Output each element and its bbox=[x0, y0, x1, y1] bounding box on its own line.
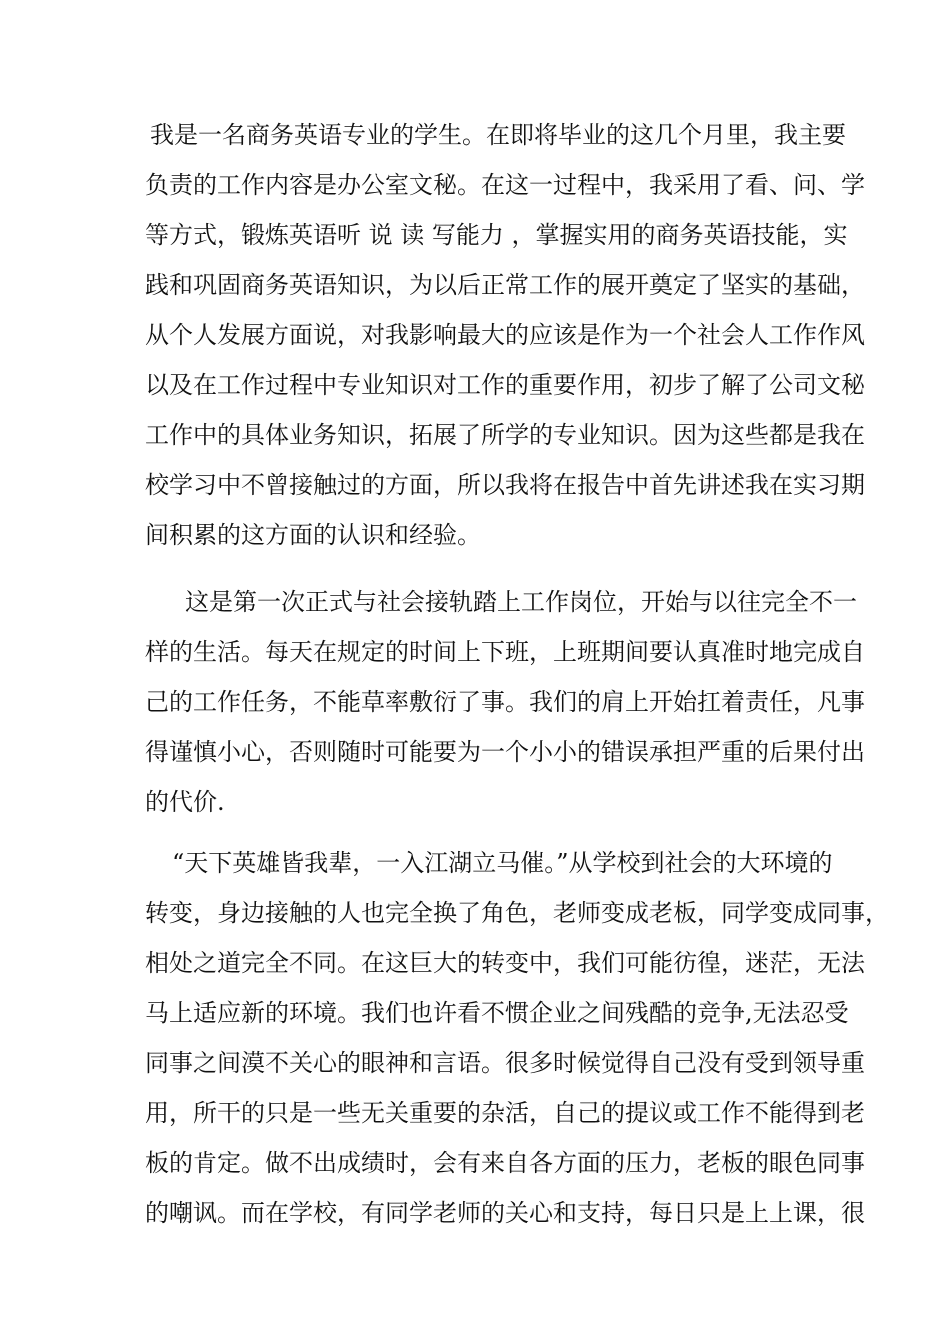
paragraph-3-line-2: 转变，身边接触的人也完全换了角色，老师变成老板，同学变成同事， bbox=[145, 899, 889, 927]
paragraph-1-line-1: 我是一名商务英语专业的学生。在即将毕业的这几个月里，我主要 bbox=[150, 121, 846, 149]
paragraph-3-line-4: 马上适应新的环境。我们也许看不惯企业之间残酷的竞争,无法忍受 bbox=[145, 999, 849, 1027]
paragraph-3-line-3: 相处之道完全不同。在这巨大的转变中，我们可能彷徨，迷茫，无法 bbox=[145, 949, 865, 977]
paragraph-3-line-5: 同事之间漠不关心的眼神和言语。很多时候觉得自己没有受到领导重 bbox=[145, 1049, 865, 1077]
paragraph-1-line-6: 以及在工作过程中专业知识对工作的重要作用，初步了解了公司文秘 bbox=[145, 371, 865, 399]
paragraph-1-line-9: 间积累的这方面的认识和经验。 bbox=[145, 521, 481, 549]
paragraph-1-line-3: 等方式，锻炼英语听 说 读 写能力 ，掌握实用的商务英语技能，实 bbox=[145, 221, 848, 249]
paragraph-3-line-7: 板的肯定。做不出成绩时，会有来自各方面的压力，老板的眼色同事 bbox=[145, 1149, 865, 1177]
paragraph-3-line-8: 的嘲讽。而在学校，有同学老师的关心和支持，每日只是上上课，很 bbox=[145, 1199, 865, 1227]
paragraph-1-line-7: 工作中的具体业务知识，拓展了所学的专业知识。因为这些都是我在 bbox=[145, 421, 865, 449]
paragraph-1-line-4: 践和巩固商务英语知识，为以后正常工作的展开奠定了坚实的基础， bbox=[145, 271, 865, 299]
paragraph-1-line-8: 校学习中不曾接触过的方面，所以我将在报告中首先讲述我在实习期 bbox=[145, 471, 865, 499]
paragraph-3-line-1: “天下英雄皆我辈，一入江湖立马催。”从学校到社会的大环境的 bbox=[172, 849, 833, 877]
paragraph-2-line-5: 的代价. bbox=[145, 788, 225, 816]
paragraph-1-line-5: 从个人发展方面说，对我影响最大的应该是作为一个社会人工作作风 bbox=[145, 321, 865, 349]
paragraph-2-line-4: 得谨慎小心，否则随时可能要为一个小小的错误承担严重的后果付出 bbox=[145, 738, 865, 766]
paragraph-2-line-2: 样的生活。每天在规定的时间上下班，上班期间要认真准时地完成自 bbox=[145, 638, 865, 666]
paragraph-1-line-2: 负责的工作内容是办公室文秘。在这一过程中，我采用了看、问、学 bbox=[145, 171, 865, 199]
paragraph-3-line-6: 用，所干的只是一些无关重要的杂活，自己的提议或工作不能得到老 bbox=[145, 1099, 865, 1127]
paragraph-2-line-1: 这是第一次正式与社会接轨踏上工作岗位，开始与以往完全不一 bbox=[185, 588, 857, 616]
paragraph-2-line-3: 己的工作任务，不能草率敷衍了事。我们的肩上开始扛着责任，凡事 bbox=[145, 688, 865, 716]
